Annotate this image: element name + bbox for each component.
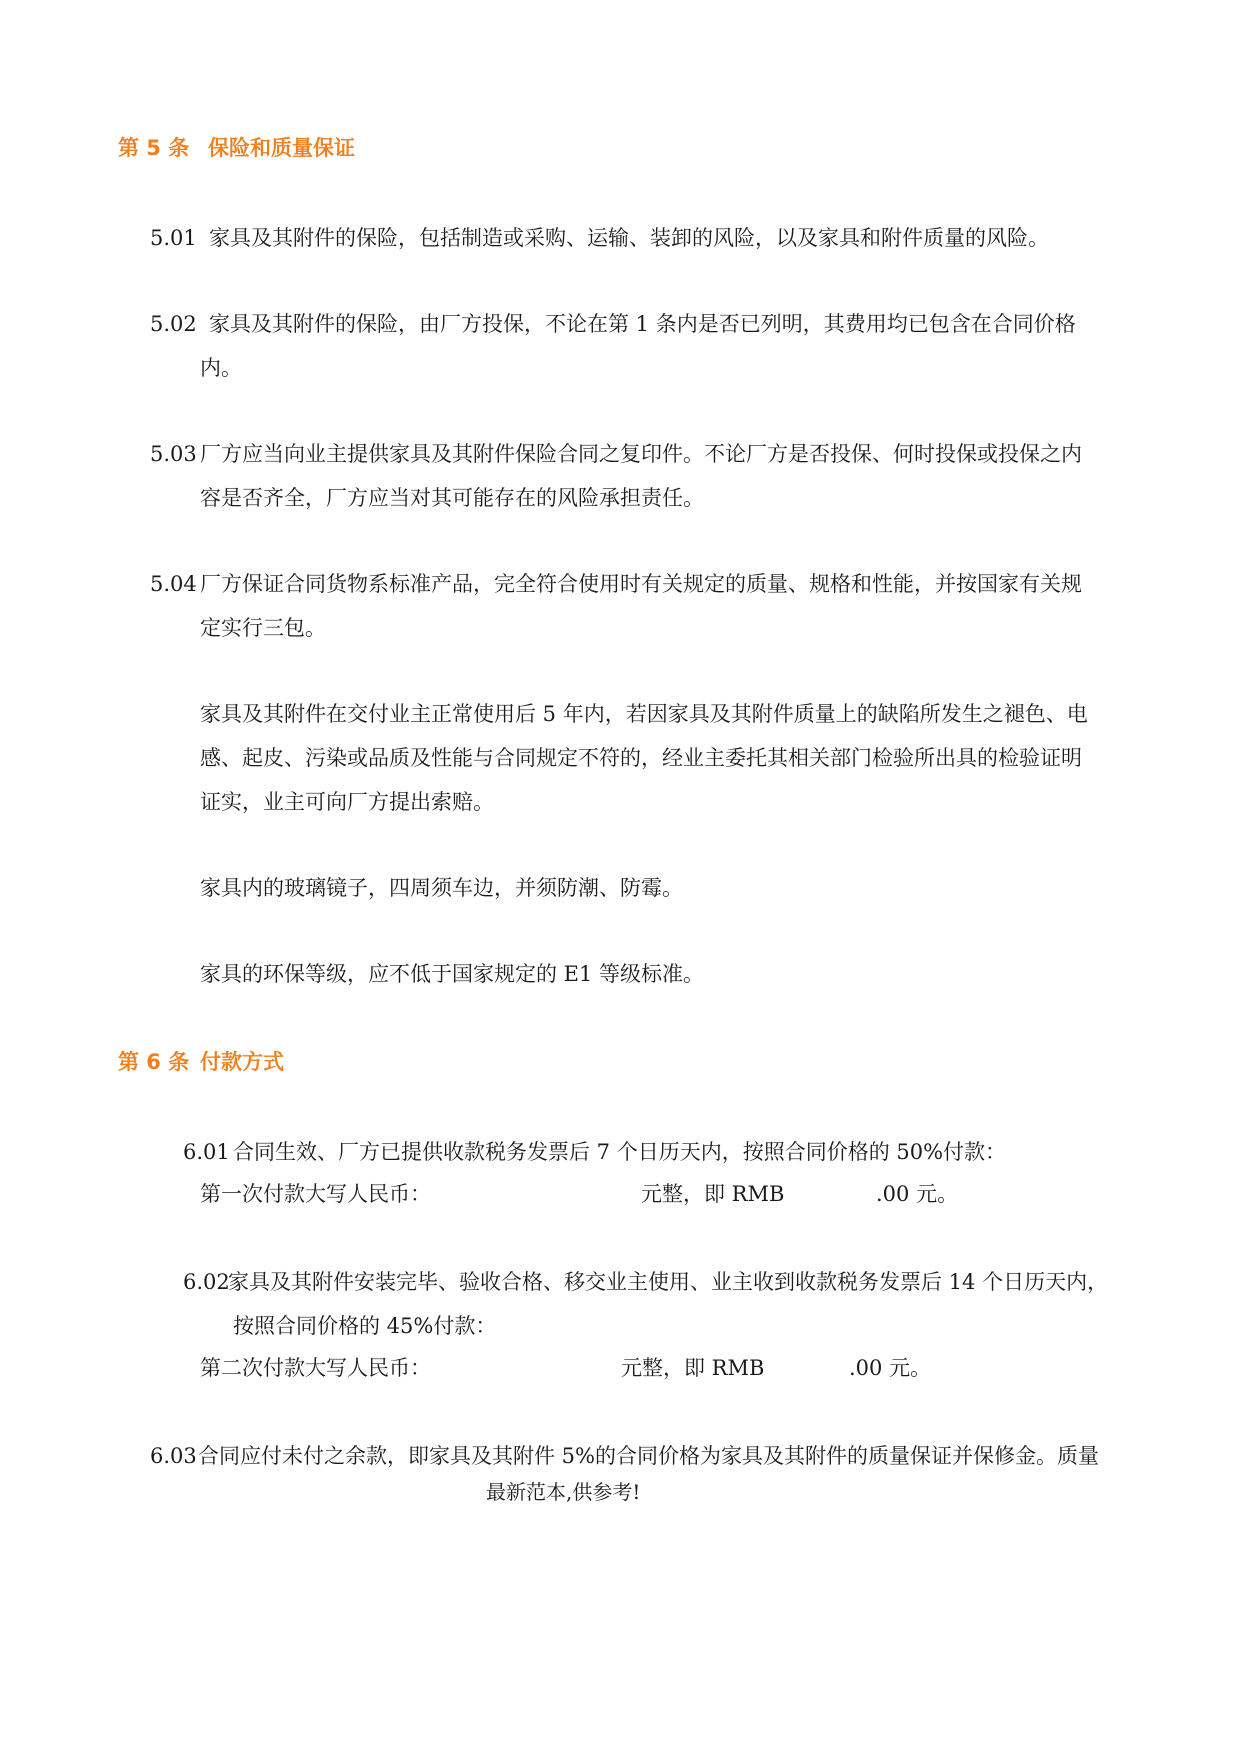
section-6-title: 付款方式 <box>200 1050 284 1074</box>
paragraph-warranty-line3: 证实，业主可向厂方提出索赔。 <box>200 790 494 814</box>
clause-5-02-number: 5.02 <box>150 312 197 336</box>
clause-6-02-line2: 按照合同价格的 45%付款： <box>233 1314 497 1338</box>
clause-6-01-number: 6.01 <box>183 1140 230 1164</box>
first-payment-tail: .00 元。 <box>876 1182 959 1206</box>
clause-5-03-line1: 厂方应当向业主提供家具及其附件保险合同之复印件。不论厂方是否投保、何时投保或投保之内 <box>200 442 1082 466</box>
clause-5-04-number: 5.04 <box>150 572 197 596</box>
clause-5-04-line1: 厂方保证合同货物系标准产品，完全符合使用时有关规定的质量、规格和性能，并按国家有关规 <box>200 572 1082 596</box>
section-6-number: 第 6 条 <box>118 1050 190 1074</box>
paragraph-warranty-line2: 感、起皮、污染或品质及性能与合同规定不符的，经业主委托其相关部门检验所出具的检验证明 <box>200 746 1082 770</box>
clause-5-03-number: 5.03 <box>150 442 197 466</box>
clause-6-01-text: 合同生效、厂方已提供收款税务发票后 7 个日历天内，按照合同价格的 50%付款： <box>233 1140 1007 1164</box>
clause-5-02-line2: 内。 <box>200 356 242 380</box>
clause-5-02-line1: 家具及其附件的保险，由厂方投保，不论在第 1 条内是否已列明，其费用均已包含在合同价格 <box>209 312 1076 336</box>
clause-6-02-line1: 家具及其附件安装完毕、验收合格、移交业主使用、业主收到收款税务发票后 14 个日历天内， <box>228 1270 1109 1294</box>
clause-5-01-text: 家具及其附件的保险，包括制造或采购、运输、装卸的风险，以及家具和附件质量的风险。 <box>209 226 1049 250</box>
clause-6-03-number: 6.03 <box>150 1444 197 1468</box>
paragraph-mirror: 家具内的玻璃镜子，四周须车边，并须防潮、防霉。 <box>200 876 683 900</box>
first-payment-label: 第一次付款大写人民币： <box>200 1182 431 1206</box>
second-payment-tail: .00 元。 <box>849 1356 932 1380</box>
clause-5-01-number: 5.01 <box>150 226 197 250</box>
first-payment-unit: 元整，即 RMB <box>641 1182 785 1206</box>
clause-6-03-line1: 合同应付未付之余款，即家具及其附件 5%的合同价格为家具及其附件的质量保证并保修金。质量 <box>198 1444 1099 1468</box>
second-payment-unit: 元整，即 RMB <box>621 1356 765 1380</box>
clause-5-03-line2: 容是否齐全，厂方应当对其可能存在的风险承担责任。 <box>200 486 704 510</box>
page-footer: 最新范本,供参考! <box>486 1480 641 1504</box>
second-payment-label: 第二次付款大写人民币： <box>200 1356 431 1380</box>
section-5-number: 第 5 条 <box>118 136 190 160</box>
paragraph-warranty-line1: 家具及其附件在交付业主正常使用后 5 年内，若因家具及其附件质量上的缺陷所发生之褪色、电 <box>200 702 1088 726</box>
clause-6-02-number: 6.02 <box>183 1270 230 1294</box>
paragraph-eco-grade: 家具的环保等级，应不低于国家规定的 E1 等级标准。 <box>200 962 705 986</box>
section-5-title: 保险和质量保证 <box>208 136 355 160</box>
clause-5-04-line2: 定实行三包。 <box>200 616 326 640</box>
